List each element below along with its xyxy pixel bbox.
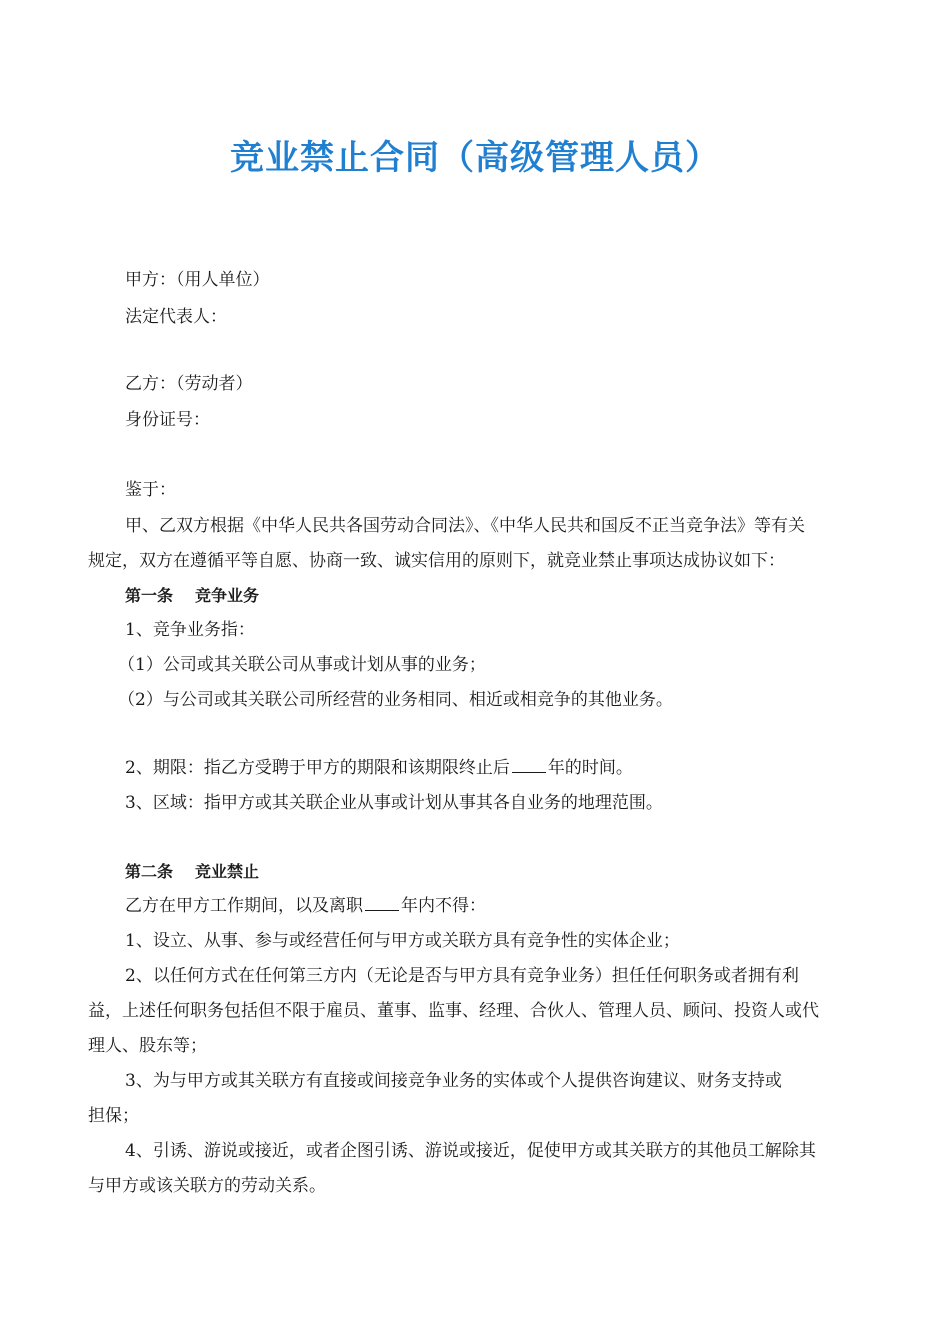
article-2-name: 竞业禁止 [195, 862, 260, 881]
article-1-item-2 [125, 756, 633, 780]
id-number: 身份证号： [125, 410, 210, 430]
article-1-item-2-pre: 2、期限：指乙方受聘于甲方的期限和该期限终止后 [125, 758, 510, 778]
blank-years-underline [512, 756, 546, 773]
preamble-line-1: 甲、乙双方根据《中华人民共各国劳动合同法》、《中华人民共和国反不正当竞争法》等有关 [125, 516, 805, 536]
whereas-label: 鉴于： [125, 480, 176, 500]
article-2-item-4-line-1: 4、引诱、游说或接近，或者企图引诱、游说或接近，促使甲方或其关联方的其他员工解除其 [125, 1141, 816, 1161]
article-1-sub-2: （2）与公司或其关联公司所经营的业务相同、相近或相竞争的其他业务。 [118, 690, 673, 710]
article-2-item-3-line-1: 3、为与甲方或其关联方有直接或间接竞争业务的实体或个人提供咨询建议、财务支持或 [125, 1071, 782, 1091]
article-1-heading [125, 584, 259, 608]
article-1-item-2-post: 年的时间。 [547, 758, 633, 778]
article-2-item-2-line-1: 2、以任何方式在任何第三方内（无论是否与甲方具有竞争业务）担任任何职务或者拥有利 [125, 966, 799, 986]
article-1-number: 第一条 [125, 586, 174, 605]
preamble-line-2: 规定，双方在遵循平等自愿、协商一致、诚实信用的原则下，就竞业禁止事项达成协议如下： [88, 551, 785, 571]
article-1-item-1: 1、竞争业务指： [125, 620, 255, 640]
article-2-item-3-line-2: 担保； [88, 1106, 139, 1126]
article-1-item-3: 3、区域：指甲方或其关联企业从事或计划从事其各自业务的地理范围。 [125, 793, 663, 813]
party-b-label: 乙方：（劳动者） [125, 374, 253, 394]
article-1-sub-1: （1）公司或其关联公司从事或计划从事的业务； [118, 655, 486, 675]
article-2-item-2-line-3: 理人、股东等； [88, 1036, 207, 1056]
article-2-intro-pre: 乙方在甲方工作期间，以及离职 [125, 896, 363, 916]
article-2-heading [125, 860, 259, 884]
party-a-label: 甲方：（用人单位） [125, 270, 270, 290]
blank-years-underline-2 [365, 894, 399, 911]
legal-representative: 法定代表人： [125, 307, 227, 327]
article-2-item-1: 1、设立、从事、参与或经营任何与甲方或关联方具有竞争性的实体企业； [125, 931, 680, 951]
article-2-intro-post: 年内不得： [401, 896, 486, 916]
article-2-item-2-line-2: 益，上述任何职务包括但不限于雇员、董事、监事、经理、合伙人、管理人员、顾问、投资人或代 [88, 1001, 819, 1021]
article-1-name: 竞争业务 [195, 586, 260, 605]
article-2-number: 第二条 [125, 862, 174, 881]
page-title: 竞业禁止合同（高级管理人员） [230, 138, 720, 178]
article-2-item-4-line-2: 与甲方或该关联方的劳动关系。 [88, 1176, 326, 1196]
article-2-intro [125, 894, 486, 918]
